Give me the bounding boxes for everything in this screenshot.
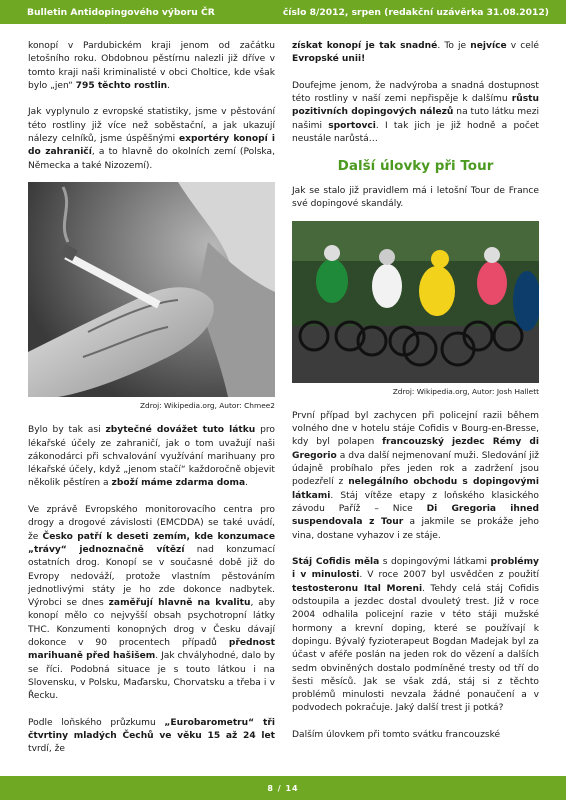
paragraph: Jak vyplynulo z evropské statistiky, jsme v pěstování této rostliny již více než soběstační, a jak ukazují nálezy celníků, jsme úspěšnými exportéry konopí i do zahraničí, a to hlavně do okolních zemí (Polska, Německa a také Nizozemí).	[28, 107, 276, 171]
paragraph: Podle loňského průzkumu „Eurobarometru“ tři čtvrtiny mladých Čechů ve věku 15 až 24 let tvrdí, že	[28, 717, 275, 755]
page-footer	[0, 776, 566, 800]
paragraph: získat konopí je tak snadné. To je nejvíce v celé Evropské unii!	[292, 41, 539, 65]
paragraph: Dalším úlovkem při tomto svátku francouzské	[292, 729, 501, 740]
paragraph: Stáj Cofidis měla s dopingovými látkami problémy i v minulosti. V roce 2007 byl usvědčen z použití testosteronu Ital Moreni. Tehdy celá stáj Cofidis odstoupila a jezdec dostal dvouletý trest. Již v roce 2004 odhalila policejní razie v této stáji mužské hormony a krevní doping, které se používají k dopingu. Bývalý fyzioterapeut Bogdan Madejak byl za účast v aféře poslán na jeden rok do vězení a dalších sedm obviněných dostalo podmíněné tresty od tří do šesti měsíců. Jak se však zdá, stáj si z těchto problémů minulosti nevzala žádné ponaučení a v podvodech pokračuje. Jaký další trest ji potká?	[292, 557, 539, 714]
bulletin-header	[0, 0, 566, 24]
paragraph: První případ byl zachycen při policejní razii během volného dne v hotelu stáje Cofidis v Bourg-en-Bresse, kdy byl polapen francouzský jezdec Rémy di Gregorio a dva další nejmenovaní muži. Sledování již údajně probíhalo přes jeden rok a zadržení jsou podezřelí z nelegálního obchodu s dopingovými látkami. Stáj vítěze etapy z loňského klasického závodu Paříž – Nice Di Gregoria ihned suspendovala z Tour a jakmile se prokáže jeho vina, dostane vyhazov i ze stáje.	[292, 410, 540, 541]
paragraph: konopí v Pardubickém kraji jenom od začátku letošního roku. Obdobnou pěstírnu nalezli již dříve v tomto kraji naši kriminalisté v obci Choltice, kde však bylo „jen“ 795 těchto rostlin.	[28, 41, 275, 91]
paragraph: Ve zprávě Evropského monitorovacího centra pro drogy a drogové závislosti (EMCDDA) se také uvádí, že Česko patří k deseti zemím, kde konzumace „trávy“ jednoznačně vítězí nad konzumací ostatních drog. Konopí se v současné době již do Evropy nedováží, protože vlastním pěstováním jednotlivými státy je ho zde dokonce nadbytek. Výrobci se dnes zaměřují hlavně na kvalitu, aby konopí mělo co nejvyšší obsah psychotropní látky THC. Konzumenti konopných drog v Česku dávají dokonce v 90 procentech případů přednost marihuaně před hašišem. Jak chvályhodné, dalo by se říci. Podobná situace je s touto látkou i na Slovensku, v Polsku, Maďarsku, Chorvatsku a třeba i v Řecku.	[28, 505, 275, 702]
bulletin-title: Bulletin Antidopingového výboru ČR	[27, 6, 215, 18]
page-number: 8 / 14	[267, 783, 299, 793]
section-title: Další úlovky při Tour	[337, 157, 494, 174]
paragraph: Jak se stalo již pravidlem má i letošní Tour de France své dopingové skandály.	[292, 185, 539, 210]
smoking-photo	[28, 182, 275, 397]
right-column	[292, 40, 539, 756]
issue-info: číslo 8/2012, srpen (redakční uzávěrka 31.08.2012)	[282, 6, 549, 18]
paragraph: Bylo by tak asi zbytečné dovážet tuto látku pro lékařské účely ze zahraničí, jak o tom uvažují naši zákonodárci při schvalování využívání marihuany pro lékařské účely, když „jenom stačí“ každoročně objevit několik pěstíren a zboží máme zdarma doma.	[28, 425, 275, 489]
photo-caption: Zdroj: Wikipedia.org, Autor: Josh Hallett	[392, 386, 539, 396]
cycling-photo	[292, 221, 539, 383]
photo-caption: Zdroj: Wikipedia.org, Autor: Chmee2	[139, 401, 275, 411]
paragraph: Doufejme jenom, že nadvýroba a snadná dostupnost této rostliny v naší zemi nepřispěje k dalšímu růstu pozitivních dopingových nálezů na tuto látku mezi našimi sportovci. I tak jich je již hodně a počet neustále narůstá…	[292, 80, 539, 145]
left-column	[28, 40, 275, 770]
